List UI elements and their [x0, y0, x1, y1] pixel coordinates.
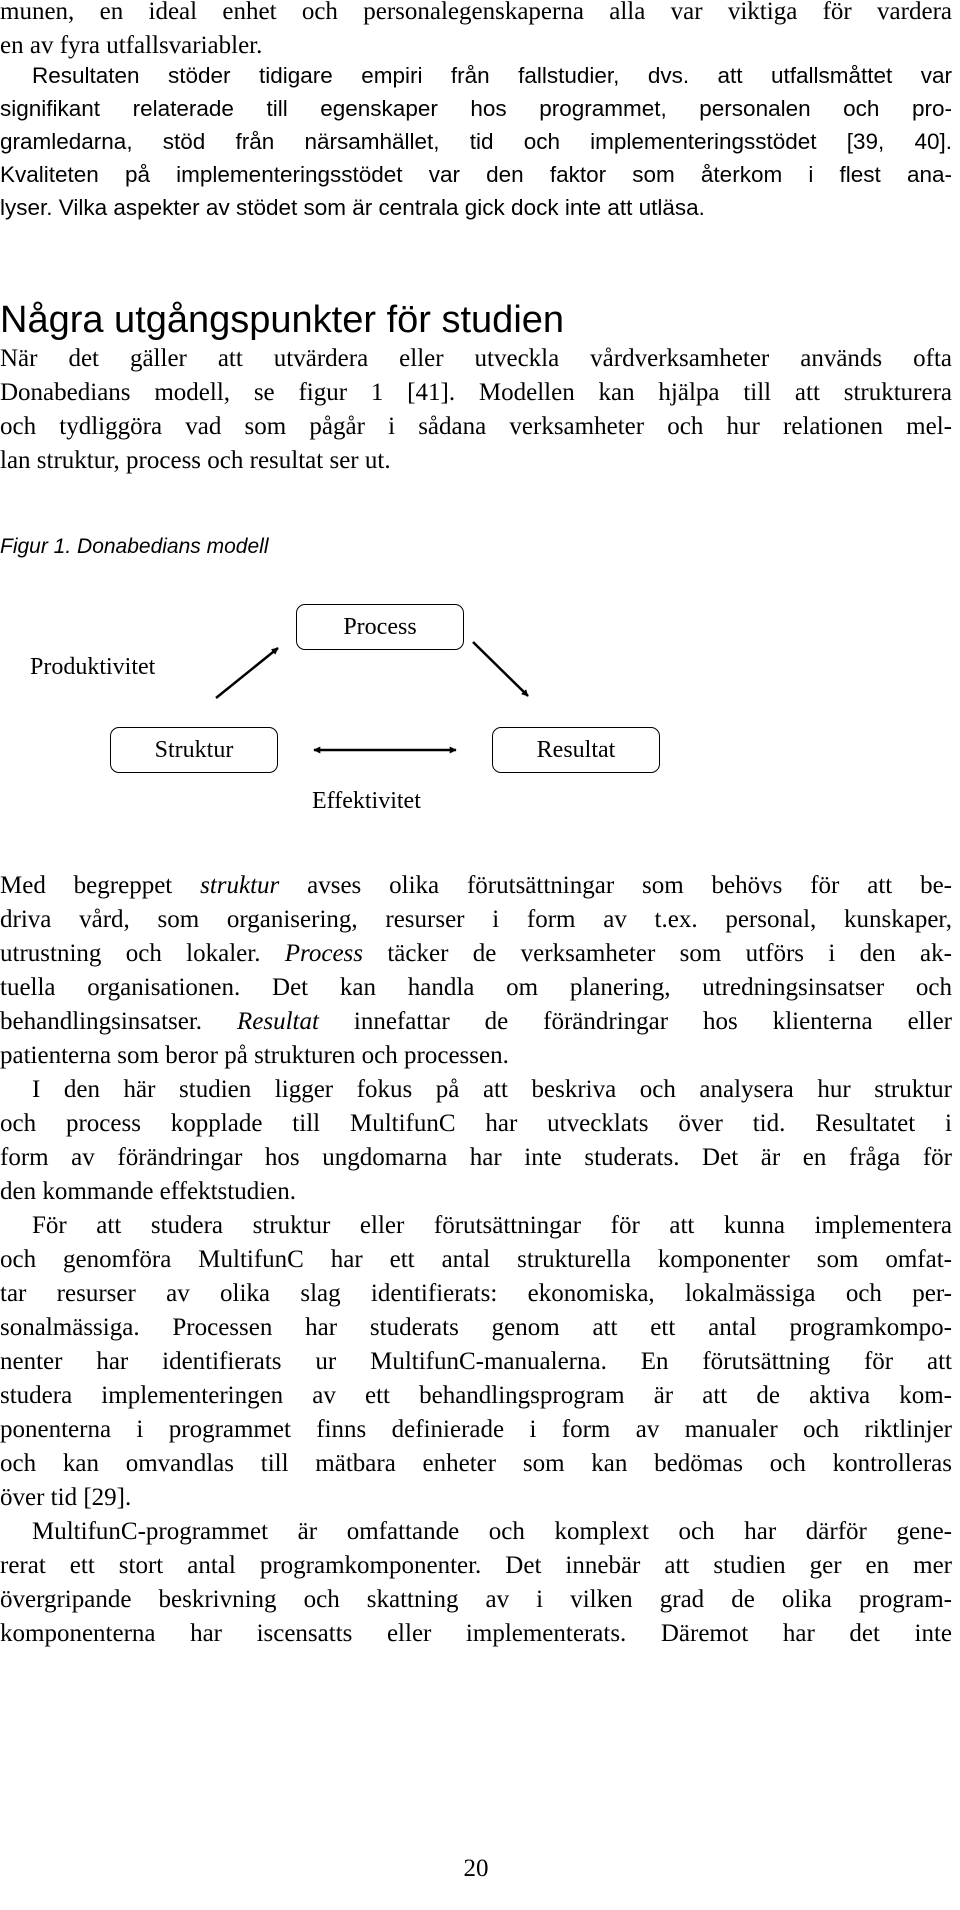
definitions-paragraph: [0, 869, 952, 1073]
text-fragment: utrustning och lokaler.: [0, 940, 285, 967]
text-line: signifikant relaterade till egenskaper hos programmet, personalen och pro-: [0, 96, 952, 121]
text-line: tar resurser av olika slag identifierats: ekonomiska, lokalmässiga och per-: [0, 1280, 952, 1307]
text-line: driva vård, som organisering, resurser i form av t.ex. personal, kunskaper,: [0, 906, 952, 933]
term-struktur: struktur: [200, 872, 280, 899]
text-line: I den här studien ligger fokus på att beskriva och analysera hur struktur: [32, 1076, 952, 1103]
text-line: Donabedians modell, se figur 1 [41]. Modellen kan hjälpa till att strukturera: [0, 379, 952, 406]
text-line: nenter har identifierats ur MultifunC-manualerna. En förutsättning för att: [0, 1348, 952, 1375]
term-process: Process: [284, 940, 364, 967]
text-line: [0, 937, 952, 971]
text-fragment: avses olika förutsättningar som behövs för att be-: [279, 872, 952, 899]
text-line: komponenterna har iscensatts eller implementerats. Däremot har det inte: [0, 1620, 952, 1647]
page-number: 20: [463, 1855, 489, 1882]
text-fragment: behandlingsinsatser.: [0, 1008, 237, 1035]
effektivitet-label: Effektivitet: [312, 788, 421, 814]
text-line: den kommande effektstudien.: [0, 1178, 296, 1205]
struktur-box: [110, 727, 278, 773]
text-line: [0, 1005, 952, 1039]
text-line: och genomföra MultifunC har ett antal strukturella komponenter som omfat-: [0, 1246, 952, 1273]
text-line: patienterna som beror på strukturen och processen.: [0, 1042, 509, 1069]
text-line: form av förändringar hos ungdomarna har inte studerats. Det är en fråga för: [0, 1144, 952, 1171]
focus-paragraph: [0, 1073, 952, 1209]
process-label: Process: [343, 613, 417, 640]
resultat-box: [492, 727, 660, 773]
text-line: och process kopplade till MultifunC har utvecklats över tid. Resultatet i: [0, 1110, 952, 1137]
term-resultat: Resultat: [237, 1008, 319, 1035]
text-line: gramledarna, stöd från närsamhället, tid och implementeringsstödet [39, 40].: [0, 129, 952, 154]
text-line: studera implementeringen av ett behandlingsprogram är att de aktiva kom-: [0, 1382, 952, 1409]
text-line: [0, 869, 952, 903]
structure-paragraph: [0, 1209, 952, 1515]
resultat-label: Resultat: [536, 736, 616, 763]
process-box: [296, 604, 464, 650]
text-line: Resultaten stöder tidigare empiri från fallstudier, dvs. att utfallsmåttet var: [32, 63, 952, 88]
section-heading: Några utgångspunkter för studien: [0, 299, 565, 341]
text-line: munen, en ideal enhet och personalegenskaperna alla var viktiga för vardera: [0, 0, 952, 25]
results-paragraph: [0, 59, 952, 224]
text-line: tuella organisationen. Det kan handla om planering, utredningsinsatser och: [0, 974, 952, 1001]
text-line: övergripande beskrivning och skattning av i vilken grad de olika program-: [0, 1586, 952, 1613]
arrow-process-to-resultat: [473, 642, 528, 696]
text-line: rerat ett stort antal programkomponenter. Det innebär att studien ger en mer: [0, 1552, 952, 1579]
struktur-label: Struktur: [154, 736, 234, 763]
text-line: över tid [29].: [0, 1484, 132, 1511]
text-line: och kan omvandlas till mätbara enheter som kan bedömas och kontrolleras: [0, 1450, 952, 1477]
text-line: För att studera struktur eller förutsättningar för att kunna implementera: [32, 1212, 952, 1239]
text-line: och tydliggöra vad som pågår i sådana verksamheter och hur relationen mel-: [0, 413, 952, 440]
donabedian-paragraph: [0, 342, 952, 478]
text-line: en av fyra utfallsvariabler.: [0, 32, 263, 59]
text-line: ponenterna i programmet finns definierade i form av manualer och riktlinjer: [0, 1416, 952, 1443]
text-fragment: innefattar de förändringar hos klienterna eller: [318, 1008, 952, 1035]
text-line: lan struktur, process och resultat ser ut.: [0, 447, 391, 474]
text-line: sonalmässiga. Processen har studerats genom att ett antal programkompo-: [0, 1314, 952, 1341]
intro-paragraph: [0, 0, 952, 63]
text-line: När det gäller att utvärdera eller utveckla vårdverksamheter används ofta: [0, 345, 952, 372]
program-paragraph: [0, 1515, 952, 1651]
text-line: MultifunC-programmet är omfattande och komplext och har därför gene-: [32, 1518, 952, 1545]
donabedian-diagram: [0, 596, 960, 836]
figure-caption: Figur 1. Donabedians modell: [0, 535, 269, 558]
produktivitet-label: Produktivitet: [30, 654, 156, 680]
diagram-arrows: [0, 596, 960, 836]
text-line: Kvaliteten på implementeringsstödet var den faktor som återkom i flest ana-: [0, 162, 952, 187]
text-fragment: Med begreppet: [0, 872, 201, 899]
arrow-struktur-to-process: [216, 648, 278, 698]
text-fragment: täcker de verksamheter som utförs i den ak-: [363, 940, 952, 967]
text-line: lyser. Vilka aspekter av stödet som är centrala gick dock inte att utläsa.: [0, 195, 705, 220]
